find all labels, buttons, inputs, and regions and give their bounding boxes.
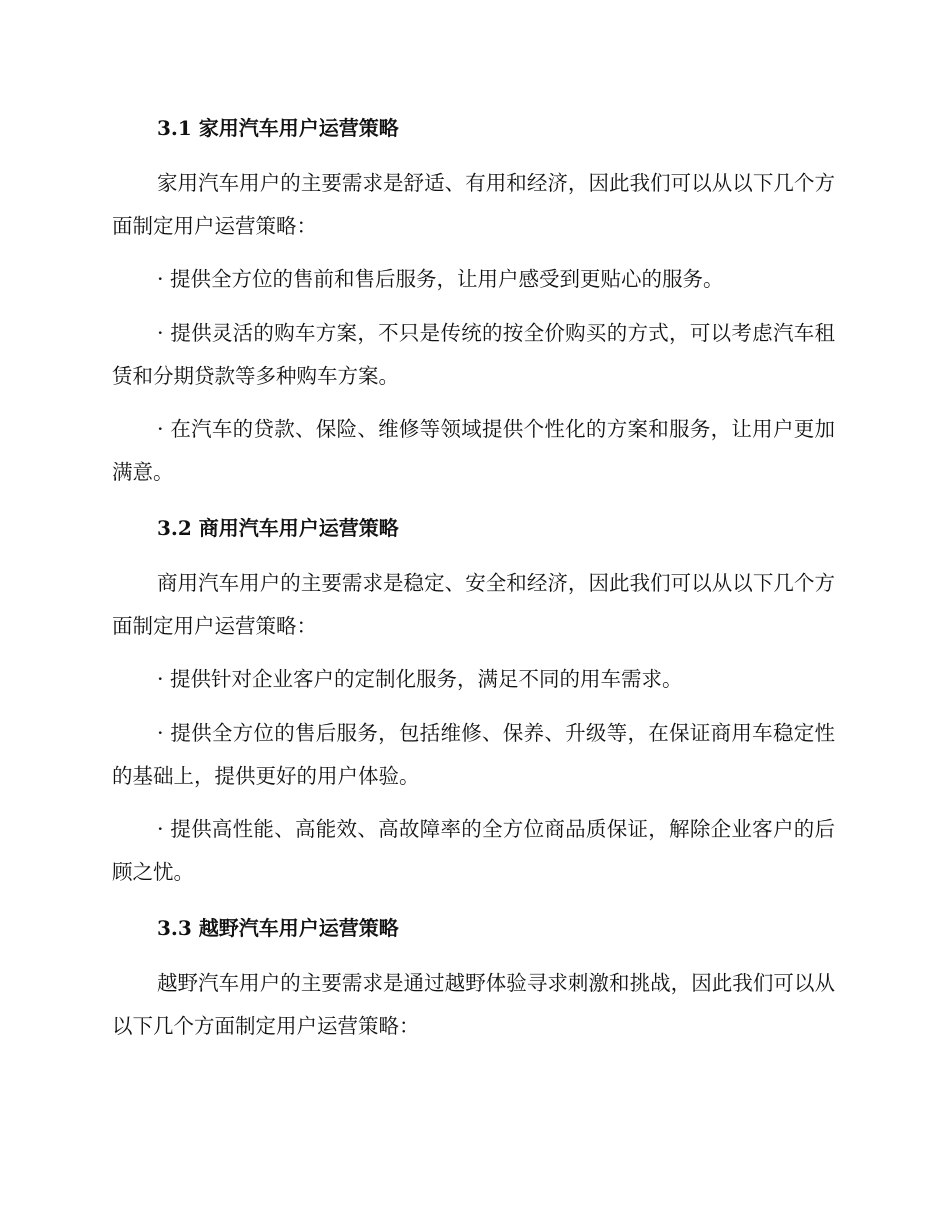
bullet-item: · 提供全方位的售后服务，包括维修、保养、升级等，在保证商用车稳定性的基础上，提供更好的用户体验。 [112, 721, 835, 788]
section-intro-3-1: 家用汽车用户的主要需求是舒适、有用和经济，因此我们可以从以下几个方面制定用户运营策略： [112, 171, 835, 238]
section-intro-3-2: 商用汽车用户的主要需求是稳定、安全和经济，因此我们可以从以下几个方面制定用户运营策略： [112, 571, 835, 638]
section-heading-3-3: 3.3 越野汽车用户运营策略 [157, 916, 399, 940]
section-intro-3-3: 越野汽车用户的主要需求是通过越野体验寻求刺激和挑战，因此我们可以从以下几个方面制定用户运营策略： [112, 971, 835, 1038]
bullet-item: · 提供全方位的售前和售后服务，让用户感受到更贴心的服务。 [157, 267, 724, 291]
bullet-item: · 提供针对企业客户的定制化服务，满足不同的用车需求。 [157, 667, 683, 691]
section-heading-3-2: 3.2 商用汽车用户运营策略 [157, 516, 399, 540]
bullet-item: · 在汽车的贷款、保险、维修等领域提供个性化的方案和服务，让用户更加满意。 [112, 417, 835, 484]
section-heading-3-1: 3.1 家用汽车用户运营策略 [157, 116, 399, 140]
bullet-item: · 提供灵活的购车方案，不只是传统的按全价购买的方式，可以考虑汽车租赁和分期贷款等多种购车方案。 [112, 321, 835, 388]
bullet-item: · 提供高性能、高能效、高故障率的全方位商品质保证，解除企业客户的后顾之忧。 [112, 817, 835, 884]
